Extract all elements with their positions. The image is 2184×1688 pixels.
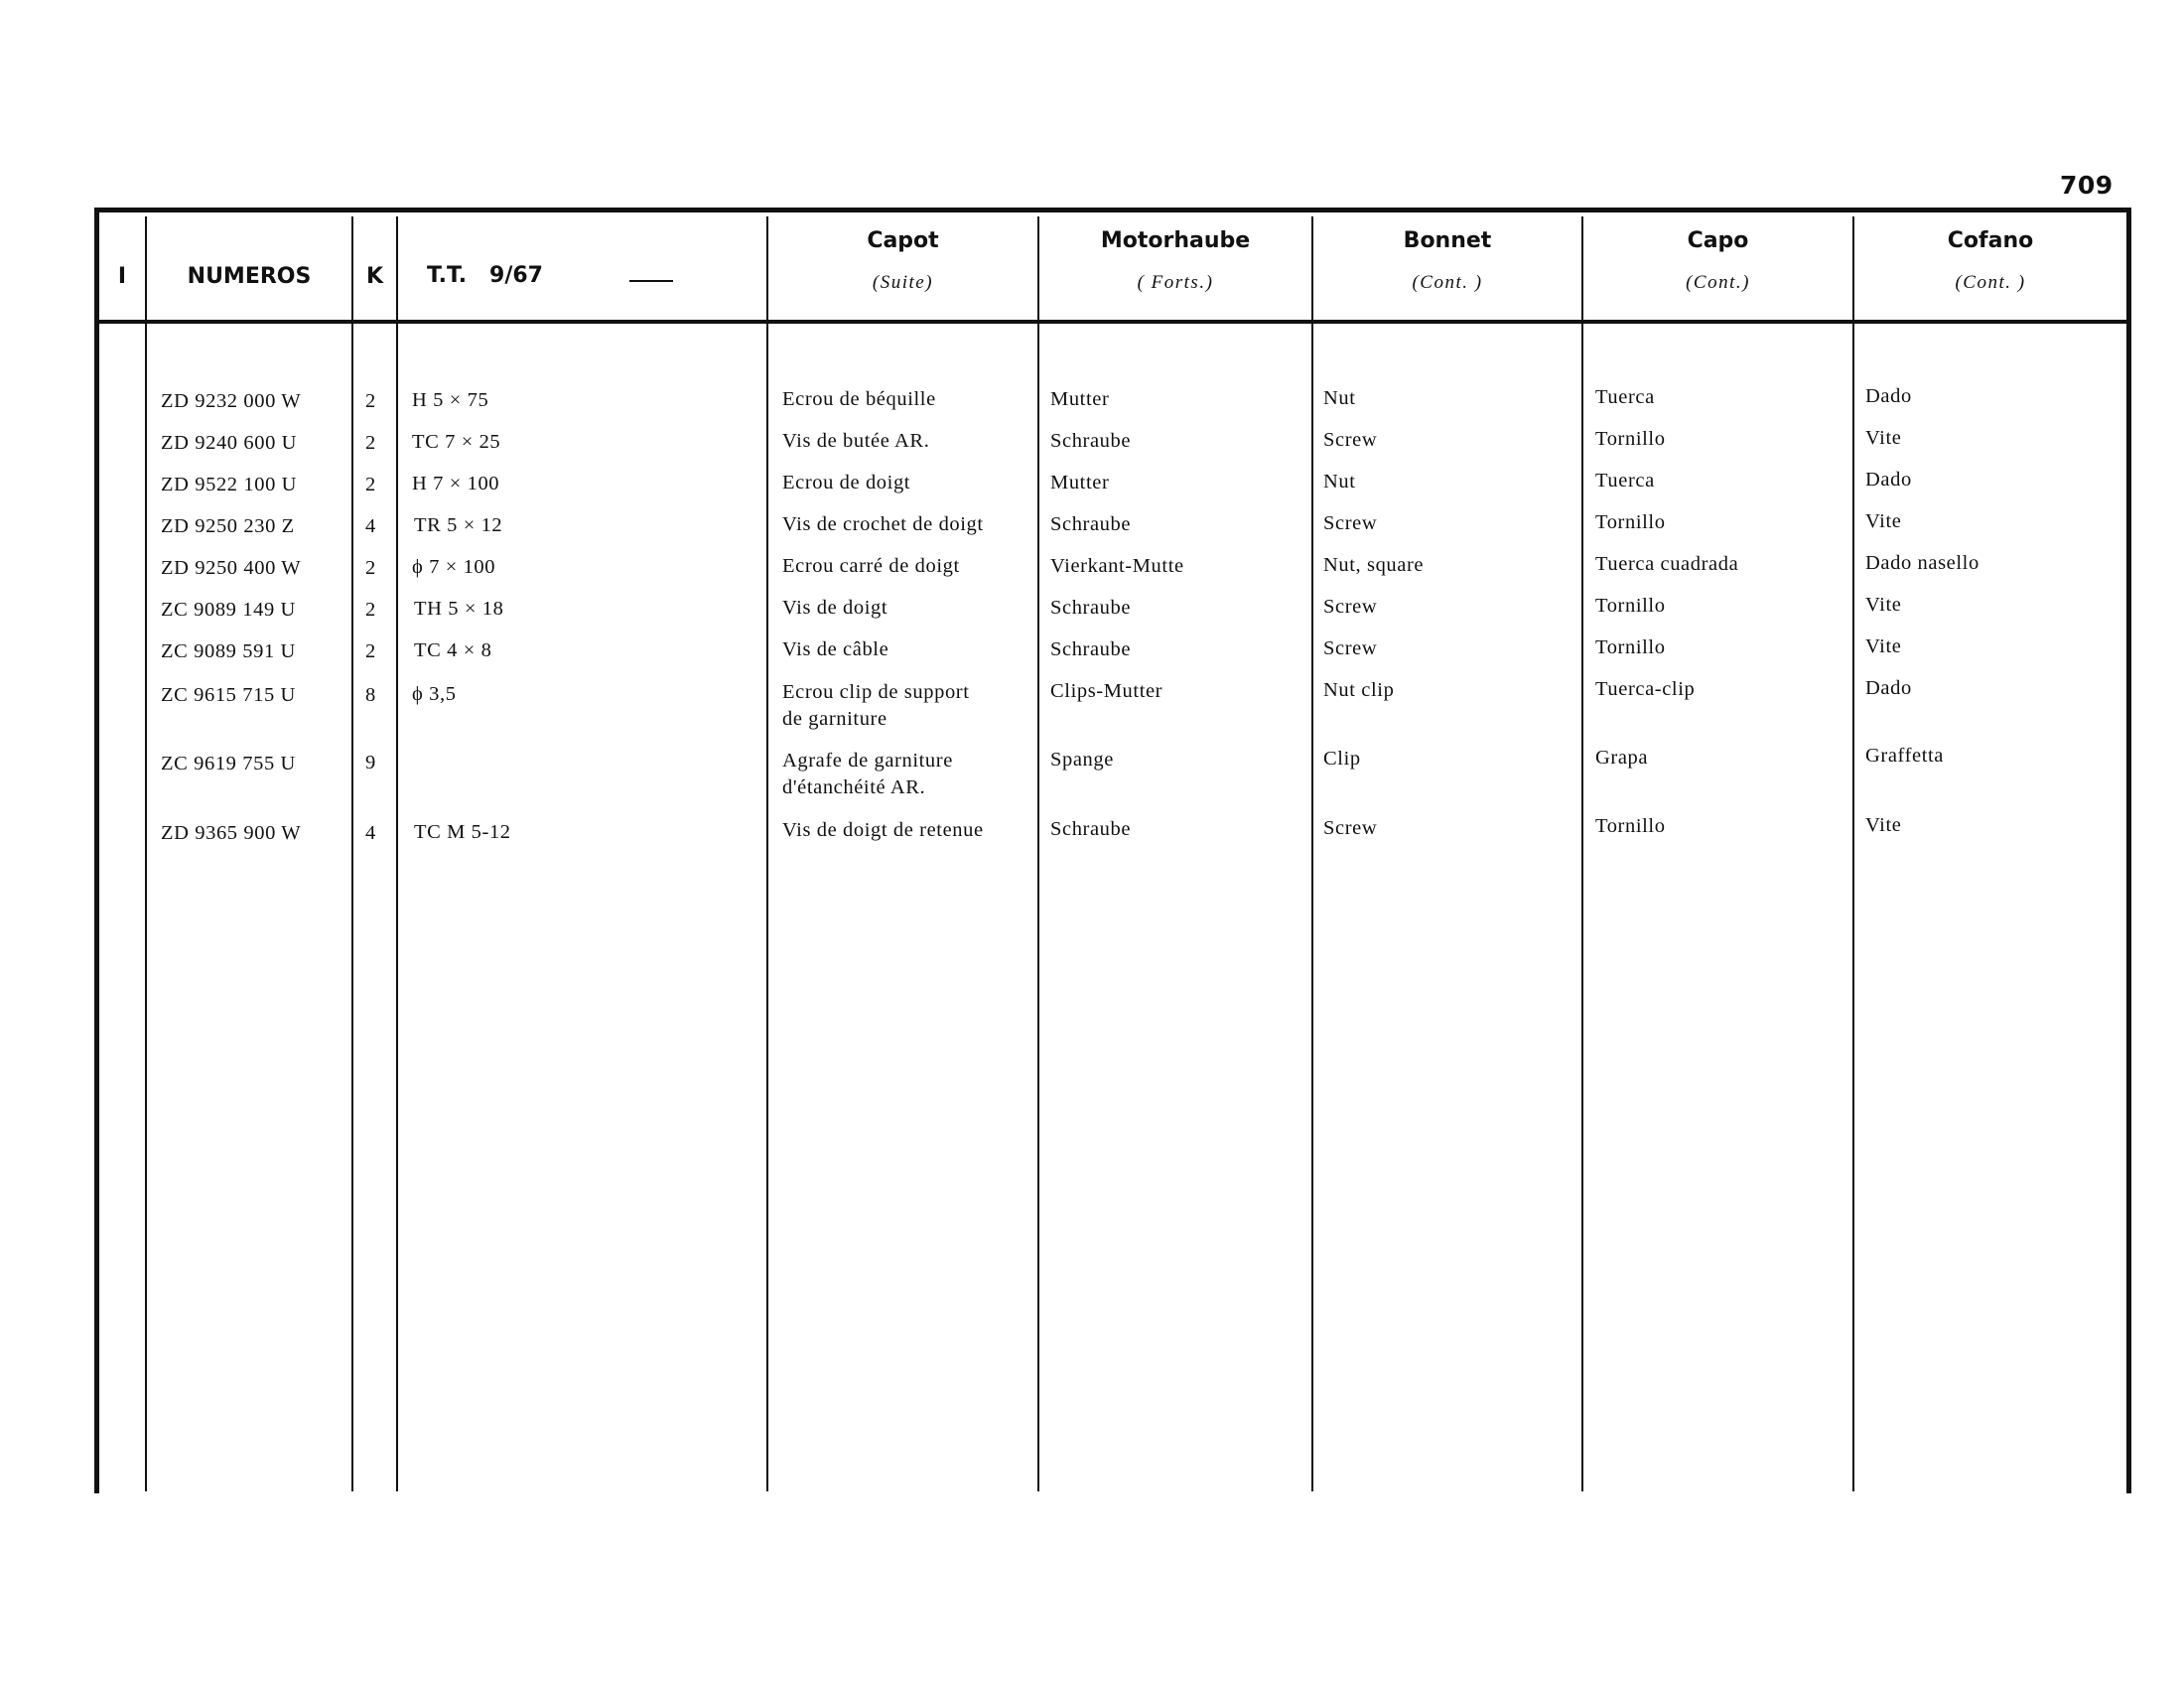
col-separator (766, 216, 768, 1491)
cell-numero: ZC 9089 591 U (161, 640, 296, 662)
cell-german: Clips-Mutter (1050, 680, 1163, 702)
cell-spanish: Tornillo (1595, 511, 1666, 533)
cell-german: Schraube (1050, 597, 1132, 619)
cell-german: Mutter (1050, 388, 1110, 410)
cell-italian: Dado (1865, 385, 1912, 407)
header-lang-italian: Cofano (1947, 228, 2034, 253)
cell-french: Vis de butée AR. (782, 430, 930, 452)
header-lang-french-sub: (Suite) (872, 272, 934, 293)
cell-english: Screw (1323, 429, 1378, 451)
cell-english: Clip (1323, 748, 1361, 770)
cell-german: Schraube (1050, 430, 1132, 452)
col-separator (1852, 216, 1854, 1491)
cell-german: Spange (1050, 749, 1114, 771)
header-rule (99, 320, 2128, 324)
cell-tt: TC 4 × 8 (414, 639, 492, 661)
col-separator (1037, 216, 1039, 1491)
page-number: 709 (2060, 171, 2114, 200)
cell-italian: Dado nasello (1865, 552, 1979, 574)
cell-german: Schraube (1050, 638, 1132, 660)
cell-french: Vis de crochet de doigt (782, 513, 984, 535)
cell-spanish: Tornillo (1595, 428, 1666, 450)
table-top-border (96, 208, 2131, 212)
col-separator (1311, 216, 1313, 1491)
header-lang-spanish: Capo (1687, 228, 1749, 253)
cell-tt: TR 5 × 12 (414, 514, 503, 536)
cell-spanish: Tuerca-clip (1595, 678, 1696, 700)
table-left-border (94, 208, 99, 1493)
table-right-border (2126, 208, 2131, 1493)
cell-numero: ZD 9365 900 W (161, 822, 302, 844)
cell-numero: ZD 9522 100 U (161, 474, 298, 495)
cell-spanish: Tuerca (1595, 470, 1655, 492)
col-separator (145, 216, 147, 1491)
cell-english: Nut, square (1323, 554, 1425, 576)
cell-k: 2 (365, 474, 376, 495)
cell-k: 2 (365, 432, 376, 454)
cell-french: Ecrou de doigt (782, 472, 911, 493)
cell-italian: Vite (1865, 427, 1902, 449)
header-col-i: I (117, 264, 127, 289)
cell-italian: Vite (1865, 594, 1902, 616)
cell-german: Vierkant-Mutte (1050, 555, 1184, 577)
cell-tt: ϕ 7 × 100 (412, 556, 496, 578)
cell-french: Vis de câble (782, 638, 889, 660)
cell-italian: Graffetta (1865, 745, 1945, 767)
cell-spanish: Tornillo (1595, 636, 1666, 658)
cell-french: Ecrou de béquille (782, 388, 936, 410)
cell-numero: ZD 9250 400 W (161, 557, 302, 579)
cell-italian: Vite (1865, 635, 1902, 657)
header-lang-german-sub: ( Forts.) (1137, 272, 1214, 293)
cell-french: Vis de doigt (782, 597, 888, 619)
cell-french: Agrafe de garniture (782, 750, 953, 772)
header-col-k: K (365, 264, 384, 289)
cell-french-line2: d'étanchéité AR. (782, 776, 926, 798)
cell-tt: TC M 5-12 (414, 821, 511, 843)
cell-tt: TC 7 × 25 (412, 431, 501, 453)
header-lang-english-sub: (Cont. ) (1412, 272, 1483, 293)
cell-numero: ZD 9240 600 U (161, 432, 298, 454)
cell-k: 2 (365, 640, 376, 662)
header-lang-italian-sub: (Cont. ) (1955, 272, 2026, 293)
cell-german: Mutter (1050, 472, 1110, 493)
cell-tt: H 5 × 75 (412, 389, 489, 411)
col-separator (396, 216, 398, 1491)
cell-spanish: Tornillo (1595, 595, 1666, 617)
cell-k: 4 (365, 822, 376, 844)
cell-english: Screw (1323, 596, 1378, 618)
cell-english: Screw (1323, 512, 1378, 534)
cell-tt: H 7 × 100 (412, 473, 500, 494)
cell-numero: ZC 9615 715 U (161, 684, 296, 706)
header-col-numeros: NUMEROS (187, 264, 312, 289)
cell-english: Nut (1323, 471, 1356, 492)
col-separator (351, 216, 353, 1491)
cell-english: Screw (1323, 637, 1378, 659)
cell-italian: Dado (1865, 469, 1912, 491)
cell-german: Schraube (1050, 513, 1132, 535)
cell-numero: ZC 9089 149 U (161, 599, 296, 621)
cell-numero: ZC 9619 755 U (161, 753, 296, 774)
header-lang-english: Bonnet (1403, 228, 1492, 253)
cell-k: 2 (365, 390, 376, 412)
cell-k: 2 (365, 599, 376, 621)
cell-k: 8 (365, 684, 376, 706)
header-col-tt: T.T. 9/67 (427, 263, 543, 288)
cell-french: Vis de doigt de retenue (782, 819, 984, 841)
cell-french: Ecrou carré de doigt (782, 555, 960, 577)
header-lang-spanish-sub: (Cont.) (1686, 272, 1750, 293)
cell-tt: ϕ 3,5 (412, 683, 457, 705)
cell-english: Nut clip (1323, 679, 1395, 701)
cell-tt: TH 5 × 18 (414, 598, 504, 620)
cell-numero: ZD 9250 230 Z (161, 515, 295, 537)
header-lang-french: Capot (867, 228, 939, 253)
cell-french: Ecrou clip de support (782, 681, 970, 703)
cell-french-line2: de garniture (782, 708, 887, 730)
col-separator (1581, 216, 1583, 1491)
cell-spanish: Tornillo (1595, 815, 1666, 837)
cell-spanish: Grapa (1595, 747, 1649, 769)
cell-numero: ZD 9232 000 W (161, 390, 302, 412)
cell-spanish: Tuerca (1595, 386, 1655, 408)
cell-italian: Dado (1865, 677, 1912, 699)
cell-italian: Vite (1865, 510, 1902, 532)
cell-italian: Vite (1865, 814, 1902, 836)
cell-k: 9 (365, 752, 376, 774)
cell-german: Schraube (1050, 818, 1132, 840)
header-tt-dash (629, 280, 673, 282)
cell-english: Nut (1323, 387, 1356, 409)
header-lang-german: Motorhaube (1100, 228, 1251, 253)
cell-spanish: Tuerca cuadrada (1595, 553, 1739, 575)
cell-english: Screw (1323, 817, 1378, 839)
cell-k: 2 (365, 557, 376, 579)
cell-k: 4 (365, 515, 376, 537)
